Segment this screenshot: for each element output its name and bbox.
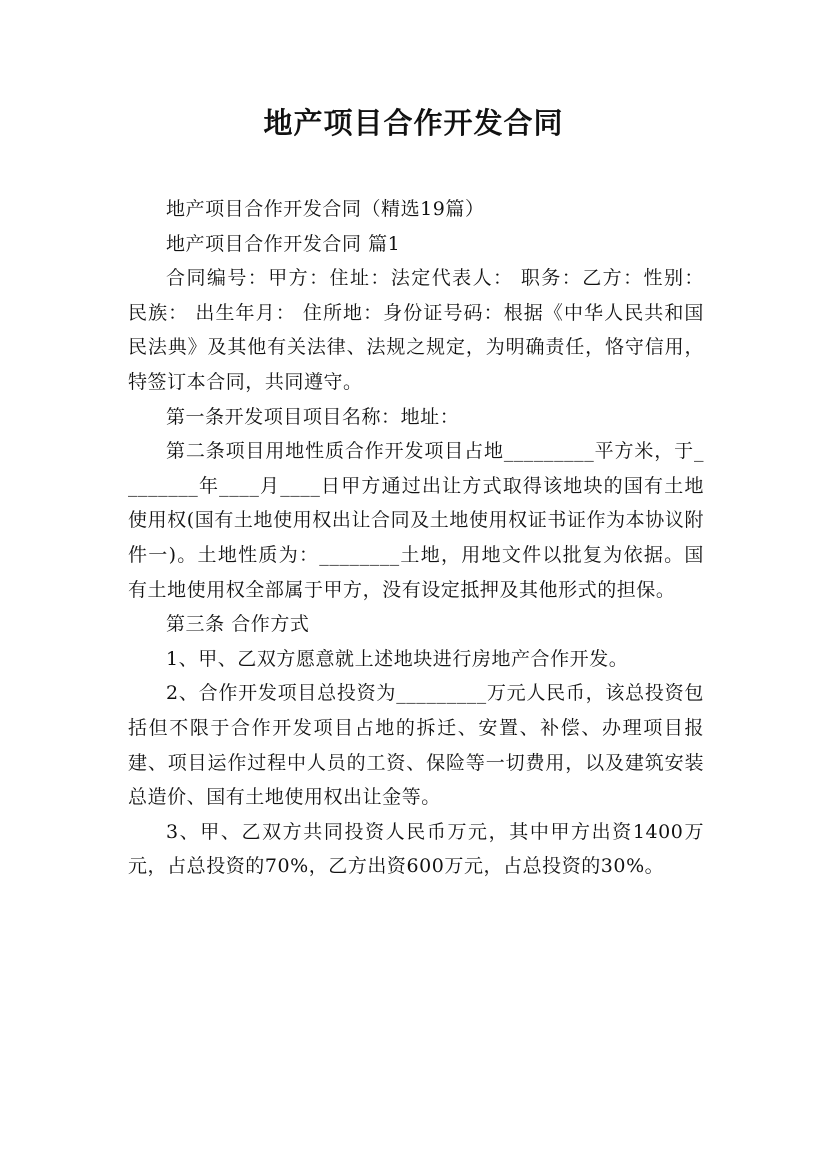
parties-paragraph: 合同编号：甲方：住址：法定代表人： 职务：乙方：性别： 民族： 出生年月： 住所地：身份证号码：根据《中华人民共和国民法典》及其他有关法律、法规之规定，为明确责任，恪守信用，特签订本合同，共同遵守。 (128, 267, 704, 393)
article-two-paragraph: 第二条项目用地性质合作开发项目占地_________平方米，于________年____月____日甲方通过出让方式取得该地块的国有土地使用权(国有土地使用权出让合同及土地使用权证书证作为本协议附件一)。土地性质为：________土地，用地文件以批复为依据。国有土地使用权全部属于甲方，没有设定抵押及其他形式的担保。 (128, 440, 704, 601)
article-three-heading: 第三条 合作方式 (166, 613, 310, 636)
article-one-paragraph: 第一条开发项目项目名称：地址： (166, 405, 460, 428)
clause-3-paragraph: 3、甲、乙双方共同投资人民币万元，其中甲方出资1400万元，占总投资的70%，乙方出资600万元，占总投资的30%。 (128, 820, 704, 878)
section-heading-paragraph: 地产项目合作开发合同 篇1 (166, 232, 401, 255)
document-title: 地产项目合作开发合同 (263, 106, 564, 140)
subtitle-paragraph: 地产项目合作开发合同（精选19篇） (166, 198, 485, 220)
document-body (128, 192, 704, 884)
clause-1-paragraph: 1、甲、乙双方愿意就上述地块进行房地产合作开发。 (166, 647, 629, 670)
clause-2-paragraph: 2、合作开发项目总投资为_________万元人民币，该总投资包括但不限于合作开发项目占地的拆迁、安置、补偿、办理项目报建、项目运作过程中人员的工资、保险等一切费用，以及建筑安装总造价、国有土地使用权出让金等。 (128, 682, 704, 809)
